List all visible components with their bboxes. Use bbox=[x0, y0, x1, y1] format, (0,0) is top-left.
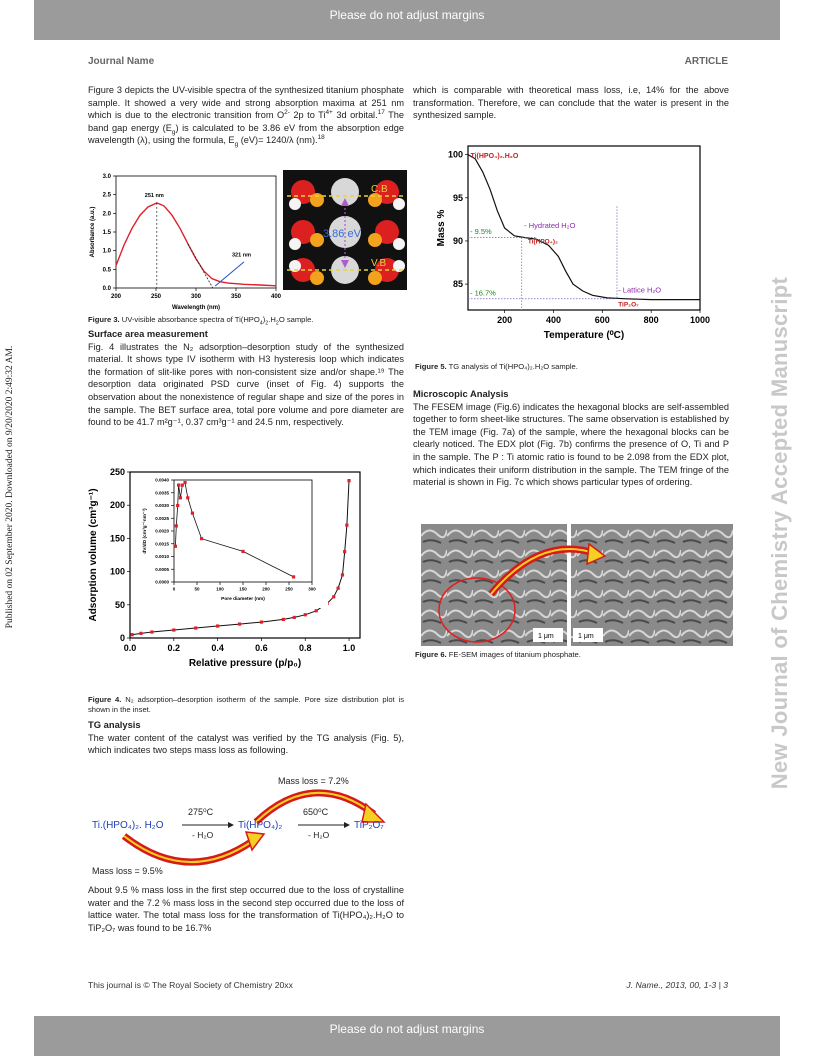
species-pyrophosphate: TiP₂O₇ bbox=[354, 820, 384, 831]
x-tick-label: 0.4 bbox=[211, 643, 224, 653]
data-point bbox=[183, 481, 186, 484]
data-point bbox=[139, 632, 142, 635]
y-tick-label: 0.0005 bbox=[155, 566, 169, 572]
x-axis-title: Wavelength (nm) bbox=[171, 305, 221, 312]
x-tick-label: 0.0 bbox=[123, 643, 137, 653]
data-line bbox=[468, 155, 700, 300]
y-tick-label: 0.0000 bbox=[155, 579, 169, 585]
x-tick-label: 200 bbox=[497, 315, 513, 325]
data-point bbox=[194, 626, 197, 629]
paragraph-comparison: which is comparable with theoretical mass loss, i.e, 14% for the above transformation. Therefore, we can conclude that the water is present in the synthesized sample. bbox=[413, 85, 729, 121]
minus-water-label-1: - H₂O bbox=[192, 830, 214, 840]
data-point bbox=[282, 618, 285, 621]
y-axis-title: Mass % bbox=[436, 209, 447, 247]
plot-frame bbox=[468, 146, 700, 310]
peak-label: 251 nm bbox=[144, 192, 164, 199]
x-tick-label: 400 bbox=[545, 315, 561, 325]
x-tick-label: 0.2 bbox=[167, 643, 181, 653]
top-margin-banner: Please do not adjust margins bbox=[34, 0, 780, 40]
y-tick-label: 0 bbox=[119, 633, 125, 643]
x-tick-label: 400 bbox=[270, 294, 282, 300]
crystal-structure-image bbox=[283, 170, 407, 290]
paragraph-uv-vis: Figure 3 depicts the UV-visible spectra of the synthesized titanium phosphate sample. It showed a very wide and strong absorption maxima at 251 nm which is due to the electronic transition from $O^{2-}$ 2p to $Ti^{4+}$ 3d orbital.$^{17}$ The band gap energy $(E_g)$ is calculated to be 3.86 eV from the absorption edge wavelength (λ), using the formula, $E_g$ (eV)= 1240/λ (nm).$^{18}$ bbox=[88, 85, 405, 149]
x-tick-label: 250 bbox=[150, 294, 162, 300]
data-point bbox=[200, 537, 203, 540]
y-tick-label: 2.0 bbox=[102, 211, 111, 218]
x-tick-label: 800 bbox=[643, 315, 659, 325]
species-hydrate: Ti.(HPO₄)₂. H₂O bbox=[92, 820, 164, 831]
y-axis-title: dV/dD (cm³g⁻¹nm⁻¹) bbox=[143, 508, 148, 554]
y-axis-title: Absorbance (a.u.) bbox=[90, 206, 96, 258]
microscopic-section bbox=[413, 388, 729, 489]
tg-analysis-section bbox=[88, 719, 404, 757]
mass-loss-top-label: Mass loss = 7.2% bbox=[278, 776, 349, 786]
accepted-manuscript-watermark: New Journal of Chemistry Accepted Manuscript bbox=[767, 276, 792, 790]
data-point bbox=[238, 622, 241, 625]
sem-image-low-mag bbox=[421, 524, 567, 646]
page-citation-footer: J. Name., 2013, 00, 1-3 | 3 bbox=[626, 980, 728, 990]
edge-pointer-arrow bbox=[215, 262, 244, 286]
x-tick-label: 100 bbox=[216, 586, 224, 592]
x-tick-label: 1.0 bbox=[342, 643, 356, 653]
data-point bbox=[345, 524, 348, 527]
uv-vis-chart bbox=[86, 168, 282, 312]
figure5-caption: Figure 5. TG analysis of Ti(HPO₄)₂.H₂O sample. bbox=[415, 362, 578, 371]
paragraph-mass-loss: About 9.5 % mass loss in the first step occurred due to the loss of crystalline water and the 7.2 % mass loss in the second step occurred due to the loss of lattice water. The total mass loss for the transformation of Ti(HPO₄)₂.H₂O to TiP₂O₇ was found to be 16.7% bbox=[88, 885, 404, 933]
data-point bbox=[176, 504, 179, 507]
y-tick-label: 0.0 bbox=[102, 286, 111, 292]
lattice-water-label: - Lattice H₂O bbox=[618, 285, 662, 295]
figure3-caption: Figure 3. UV-visible absorbance spectra of $Ti(HPO_4)_2.H_2O$ sample. bbox=[88, 315, 314, 327]
hydrated-water-label: - Hydrated H₂O bbox=[524, 221, 576, 230]
publication-date-note: Published on 02 September 2020. Downloaded on 9/20/2020 2:49:32 AM. bbox=[5, 345, 15, 629]
x-tick-label: 600 bbox=[594, 315, 610, 325]
paragraph-tg-intro: The water content of the catalyst was verified by the TG analysis (Fig. 5), which indicates two steps mass loss as following. bbox=[88, 732, 404, 756]
y-tick-label: 0.0010 bbox=[155, 554, 169, 559]
figure6-caption: Figure 6. FE-SEM images of titanium phosphate. bbox=[415, 650, 581, 659]
paragraph-surface-area: Fig. 4 illustrates the N₂ adsorption–desorption study of the synthesized material. It shows type IV isotherm with H3 hysteresis loop which indicates the formation of slit-like pores with non-consistent size and/or shape.¹⁹ The desorption data originated PSD curve (inset of Fig. 4) supports the observation about the nonexistence of regular shape and size of the pores in the sample. The BET surface area, total pore volume and pore diameter are found to be 41.7 m²g⁻¹, 0.37 cm³g⁻¹ and 24.5 nm, respectively. bbox=[88, 341, 404, 428]
data-point bbox=[150, 630, 153, 633]
loss-95-label: - 9.5% bbox=[470, 227, 492, 237]
x-axis-title: Relative pressure (p/p₀) bbox=[188, 657, 302, 669]
y-tick-label: 90 bbox=[452, 235, 463, 246]
scale-bar-2: 1 μm bbox=[578, 633, 594, 640]
tg-analysis-heading: TG analysis bbox=[88, 719, 141, 730]
data-point bbox=[304, 613, 307, 616]
data-point bbox=[186, 496, 189, 499]
isotherm-chart bbox=[86, 462, 412, 692]
article-type-header: ARTICLE bbox=[684, 56, 728, 67]
data-point bbox=[332, 595, 335, 598]
y-tick-label: 95 bbox=[452, 192, 463, 203]
data-point bbox=[347, 479, 350, 482]
band-gap-label: 3.86 eV bbox=[323, 228, 361, 240]
data-point bbox=[181, 484, 184, 487]
x-axis-title: Temperature (⁰C) bbox=[543, 329, 625, 341]
x-tick-label: 350 bbox=[230, 294, 242, 300]
temp-650-label: 650⁰C bbox=[303, 807, 329, 817]
copyright-footer: This journal is © The Royal Society of Chemistry 20xx bbox=[88, 980, 293, 990]
figure4-caption: Figure 4. N₂ adsorption–desorption isotherm of the sample. Pore size distribution plot is shown in the inset. bbox=[88, 695, 404, 714]
y-tick-label: 100 bbox=[109, 566, 125, 577]
y-tick-label: 0.0040 bbox=[155, 477, 169, 483]
tg-analysis-chart bbox=[432, 138, 728, 354]
data-point bbox=[343, 550, 346, 553]
x-tick-label: 300 bbox=[308, 586, 316, 592]
x-tick-label: 200 bbox=[262, 586, 270, 592]
data-point bbox=[177, 484, 180, 487]
loss-167-label: - 16.7% bbox=[470, 288, 496, 298]
anhydrous-annotation: Ti(HPO₄)₂ bbox=[527, 238, 558, 246]
minus-water-label-2: - H₂O bbox=[308, 830, 330, 840]
data-point bbox=[175, 524, 178, 527]
microscopic-heading: Microscopic Analysis bbox=[413, 388, 509, 399]
x-tick-label: 0.6 bbox=[255, 643, 268, 653]
x-tick-label: 0 bbox=[172, 586, 176, 592]
data-point bbox=[341, 573, 344, 576]
data-point bbox=[241, 550, 244, 553]
data-point bbox=[315, 609, 318, 612]
data-point bbox=[131, 633, 134, 636]
data-line bbox=[116, 203, 276, 286]
data-point bbox=[179, 496, 182, 499]
y-tick-label: 0.5 bbox=[102, 267, 111, 274]
reaction-scheme bbox=[88, 770, 404, 880]
y-tick-label: 0.0020 bbox=[155, 528, 169, 534]
mass-loss-bottom-label: Mass loss = 9.5% bbox=[92, 866, 163, 876]
data-point bbox=[174, 545, 177, 548]
y-tick-label: 2.5 bbox=[102, 192, 111, 199]
y-tick-label: 50 bbox=[114, 599, 125, 610]
plot-frame bbox=[116, 176, 276, 288]
paragraph-microscopy: The FESEM image (Fig.6) indicates the hexagonal blocks are self-assembled together to form sheet-like structures. The same observation is established by the TEM image (Fig. 7a) of the sample, where the hexagonal blocks can be clearly noticed. The EDX plot (Fig. 7b) confirms the presence of O, Ti and P in the sample. The P : Ti atomic ratio is found to be 2.098 from the EDX plot, which indicates their uniform distribution in the sample. The TEM fringe of the material is shown in Fig. 7c which shows particular types of ordering. bbox=[413, 401, 729, 488]
y-tick-label: 3.0 bbox=[102, 174, 111, 180]
x-tick-label: 200 bbox=[110, 294, 122, 300]
x-tick-label: 1000 bbox=[689, 315, 711, 325]
y-tick-label: 0.0025 bbox=[155, 515, 169, 521]
y-tick-label: 1.0 bbox=[102, 248, 111, 255]
x-tick-label: 0.8 bbox=[298, 643, 312, 653]
surface-area-heading: Surface area measurement bbox=[88, 328, 208, 339]
data-point bbox=[172, 628, 175, 631]
y-tick-label: 250 bbox=[109, 467, 125, 477]
temp-275-label: 275⁰C bbox=[188, 807, 214, 817]
y-tick-label: 0.0015 bbox=[155, 541, 169, 547]
x-axis-title: Pore diameter (nm) bbox=[221, 596, 265, 602]
pyrophosphate-annotation: TiP₂O₇ bbox=[618, 301, 639, 309]
y-tick-label: 150 bbox=[109, 533, 125, 544]
y-tick-label: 0.0035 bbox=[155, 490, 169, 496]
species-anhydrous: Ti(HPO₄)₂ bbox=[238, 820, 283, 831]
data-point bbox=[260, 620, 263, 623]
journal-name-header: Journal Name bbox=[88, 56, 155, 67]
data-point bbox=[191, 512, 194, 515]
valence-band-label: V.B bbox=[371, 258, 387, 269]
y-tick-label: 85 bbox=[452, 279, 463, 290]
y-tick-label: 200 bbox=[109, 500, 125, 511]
x-tick-label: 250 bbox=[285, 586, 293, 592]
y-tick-label: 1.5 bbox=[102, 230, 111, 236]
y-tick-label: 0.0030 bbox=[155, 503, 169, 508]
conduction-band-label: C.B bbox=[371, 184, 388, 195]
y-axis-title: Adsorption volume (cm³g⁻¹) bbox=[88, 488, 99, 622]
surface-area-section bbox=[88, 328, 404, 429]
x-tick-label: 150 bbox=[239, 586, 247, 592]
data-point bbox=[336, 587, 339, 590]
sem-image-high-mag bbox=[571, 524, 733, 646]
fe-sem-images bbox=[421, 524, 733, 646]
scale-bar-1: 1 μm bbox=[538, 633, 554, 640]
data-point bbox=[216, 624, 219, 627]
edge-label: 321 nm bbox=[232, 252, 251, 259]
bottom-margin-banner: Please do not adjust margins bbox=[34, 1016, 780, 1056]
data-point bbox=[293, 616, 296, 619]
x-tick-label: 300 bbox=[190, 294, 202, 300]
hydrate-annotation: Ti(HPO₄)₂.H₂O bbox=[470, 153, 519, 161]
x-tick-label: 50 bbox=[194, 586, 200, 592]
data-point bbox=[292, 575, 295, 578]
edge-tangent-line bbox=[188, 244, 213, 288]
y-tick-label: 100 bbox=[447, 149, 463, 160]
